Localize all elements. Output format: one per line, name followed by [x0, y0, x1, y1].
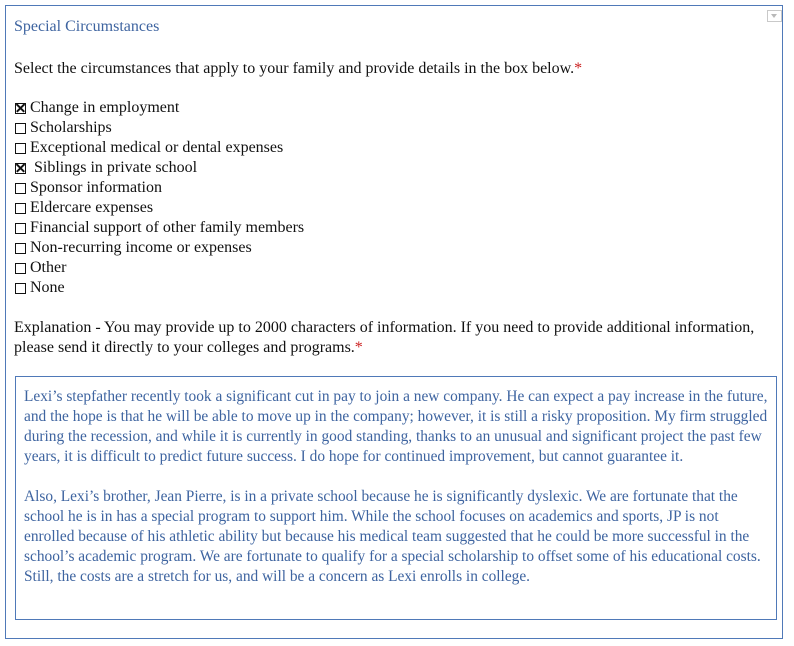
instructions-label: Select the circumstances that apply to your family and provide details in the box below. [14, 60, 575, 77]
circumstances-checkbox-list [14, 98, 304, 298]
checkbox[interactable] [15, 283, 26, 294]
option-change-in-employment[interactable] [14, 98, 304, 118]
checkbox[interactable] [15, 183, 26, 194]
checkbox[interactable] [15, 263, 26, 274]
option-eldercare-expenses[interactable] [14, 198, 304, 218]
section-title: Special Circumstances [14, 18, 160, 35]
checkbox[interactable] [15, 143, 26, 154]
option-label: Non-recurring income or expenses [30, 239, 252, 256]
explanation-text: Explanation - You may provide up to 2000 characters of information. If you need to provide additional information, please send it directly to your colleges and programs. [14, 319, 755, 356]
option-label: Sponsor information [30, 179, 162, 196]
instructions-text [14, 59, 582, 79]
option-label: Change in employment [30, 99, 180, 116]
option-label: Financial support of other family members [30, 219, 305, 236]
required-marker: * [354, 339, 363, 356]
option-label: Scholarships [30, 119, 112, 136]
option-none[interactable] [14, 278, 304, 298]
checkbox[interactable] [15, 163, 26, 174]
option-label: Siblings in private school [30, 159, 198, 176]
option-other[interactable] [14, 258, 304, 278]
option-siblings-private-school[interactable] [14, 158, 304, 178]
checkbox[interactable] [15, 103, 26, 114]
checkbox[interactable] [15, 243, 26, 254]
option-financial-support-family[interactable] [14, 218, 304, 238]
explanation-paragraph: Also, Lexi’s brother, Jean Pierre, is in a private school because he is significantly dyslexic. We are fortunate that the school he is in has a special program to support him. While the school focuses on academics and sports, JP is not enrolled because of his athletic ability but because his medical team suggested that he could be more successful in the school’s academic program. We are fortunate to qualify for a special scholarship to offset some of his educational costs. Still, the costs are a stretch for us, and will be a concern as Lexi enrolls in college. [24, 488, 761, 585]
option-medical-dental-expenses[interactable] [14, 138, 304, 158]
explanation-paragraph: Lexi’s stepfather recently took a significant cut in pay to join a new company. He can expect a pay increase in the future, and the hope is that he will be able to move up in the company; however, it is still a risky proposition. My firm struggled during the recession, and while it is currently in good standing, thanks to an unusual and significant project the past few years, it is difficult to predict future success. I do hope for continued improvement, but cannot guarantee it. [24, 388, 768, 465]
explanation-label [14, 318, 774, 358]
option-label: None [30, 279, 65, 296]
checkbox[interactable] [15, 123, 26, 134]
checkbox[interactable] [15, 203, 26, 214]
special-circumstances-section [5, 5, 783, 639]
collapse-button[interactable] [767, 10, 782, 22]
option-label: Eldercare expenses [30, 199, 154, 216]
chevron-down-icon [771, 14, 777, 18]
option-sponsor-information[interactable] [14, 178, 304, 198]
option-label: Other [30, 259, 67, 276]
option-non-recurring-income[interactable] [14, 238, 304, 258]
required-marker: * [574, 60, 583, 77]
option-scholarships[interactable] [14, 118, 304, 138]
explanation-textarea[interactable] [15, 376, 777, 620]
option-label: Exceptional medical or dental expenses [30, 139, 284, 156]
checkbox[interactable] [15, 223, 26, 234]
